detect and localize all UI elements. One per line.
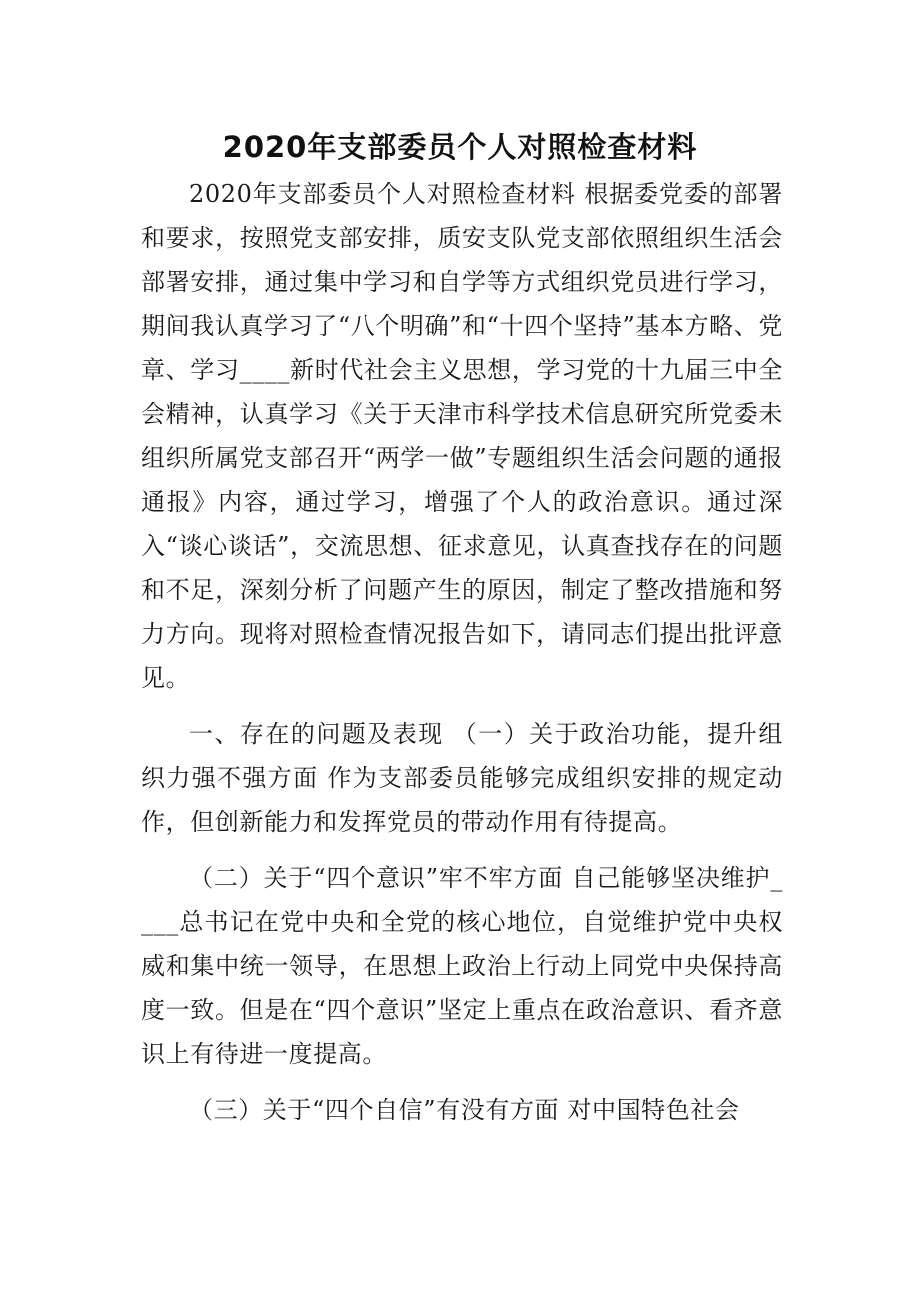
paragraph-intro: 2020年支部委员个人对照检查材料 根据委党委的部署和要求，按照党支部安排，质安支队党支部依照组织生活会部署安排，通过集中学习和自学等方式组织党员进行学习，期间我认真学习了“八个明确”和“十四个坚持”基本方略、党章、学习____新时代社会主义思想，学习党的十九届三中全会精神，认真学习《关于天津市科学技术信息研究所党委未组织所属党支部召开“两学一做”专题组织生活会问题的通报通报》内容，通过学习，增强了个人的政治意识。通过深入“谈心谈话”，交流思想、征求意见，认真查找存在的问题和不足，深刻分析了问题产生的原因，制定了整改措施和努力方向。现将对照检查情况报告如下，请同志们提出批评意见。 xyxy=(141,180,783,692)
paragraph-four-confidences: （三）关于“四个自信”有没有方面 对中国特色社会 xyxy=(189,1096,740,1124)
paragraph-four-consciousness: （二）关于“四个意识”牢不牢方面 自己能够坚决维护____总书记在党中央和全党的核心地位，自觉维护党中央权威和集中统一领导，在思想上政治上行动上同党中央保持高度一致。但是在“四个意识”坚定上重点在政治意识、看齐意识上有待进一度提高。 xyxy=(141,864,783,1068)
paragraph-issues-political-function: 一、存在的问题及表现 （一）关于政治功能，提升组织力强不强方面 作为支部委员能够完成组织安排的规定动作，但创新能力和发挥党员的带动作用有待提高。 xyxy=(141,720,783,836)
document-title: 2020年支部委员个人对照检查材料 xyxy=(222,130,698,165)
document-body xyxy=(141,172,783,1132)
